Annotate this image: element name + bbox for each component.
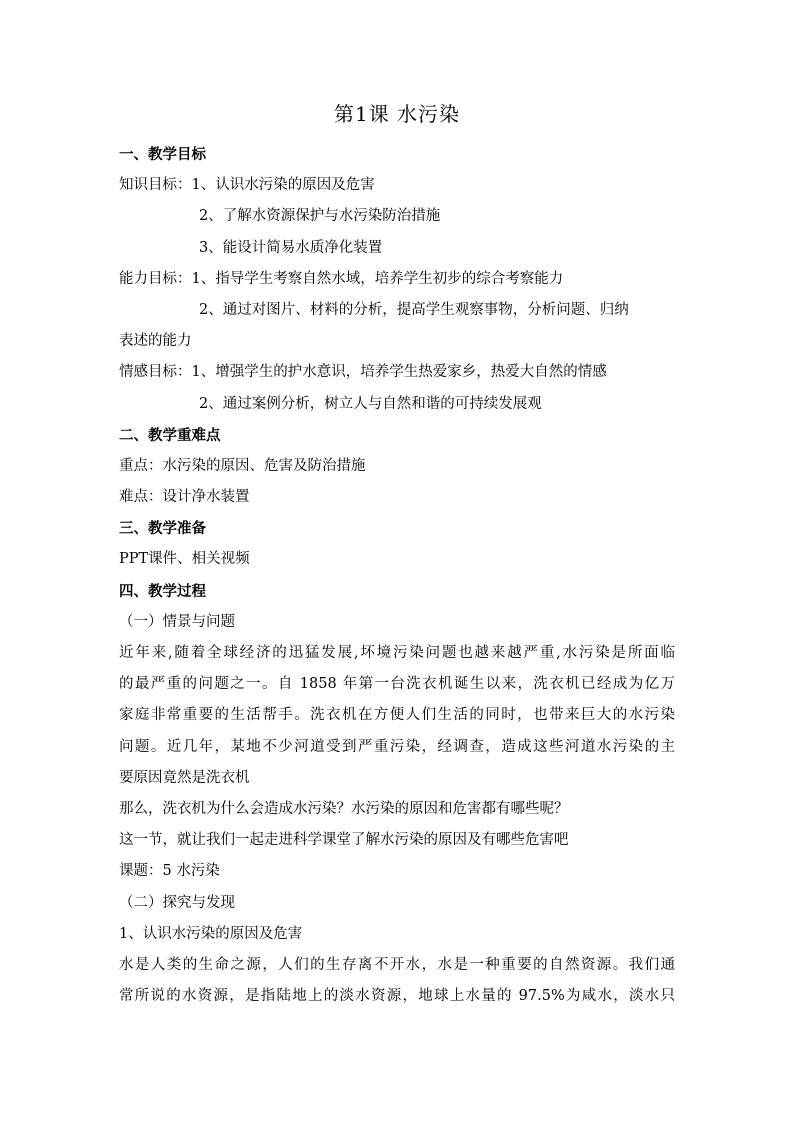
ability-goal-2-cont: 表述的能力 (119, 333, 192, 350)
intro-line: 这一节，就让我们一起走进科学课堂了解水污染的原因及有哪些危害吧 (119, 832, 569, 849)
paragraph-line: 问题。近几年，某地不少河道受到严重污染，经调查，造成这些河道水污染的主 (119, 738, 675, 755)
paragraph-line: 家庭非常重要的生活帮手。洗衣机在方便人们生活的同时，也带来巨大的水污染 (119, 707, 675, 724)
knowledge-goal-3: 3、能设计简易水质净化装置 (199, 239, 383, 256)
document-body (119, 139, 675, 1012)
paragraph-line: 常所说的水资源，是指陆地上的淡水资源，地球上水量的 97.5%为咸水，淡水只 (119, 988, 675, 1005)
ability-goal-1: 能力目标：1、指导学生考察自然水域，培养学生初步的综合考察能力 (119, 270, 564, 287)
ability-goal-2: 2、通过对图片、材料的分析，提高学生观察事物，分析问题、归纳 (199, 301, 629, 318)
paragraph-line: 要原因竟然是洗衣机 (119, 769, 250, 786)
knowledge-goal-1: 知识目标：1、认识水污染的原因及危害 (119, 177, 375, 194)
paragraph-line: 水是人类的生命之源，人们的生存离不开水，水是一种重要的自然资源。我们通 (119, 956, 675, 973)
emotion-goal-1: 情感目标：1、增强学生的护水意识，培养学生热爱家乡，热爱大自然的情感 (119, 364, 607, 381)
question-line: 那么，洗衣机为什么会造成水污染？水污染的原因和危害都有哪些呢？ (119, 800, 569, 817)
section-heading-process: 四、教学过程 (119, 582, 206, 600)
section-heading-objectives: 一、教学目标 (119, 146, 206, 163)
paragraph-line: 的最严重的问题之一。自 1858 年第一台洗衣机诞生以来，洗衣机已经成为亿万 (119, 676, 675, 693)
paragraph-line: 近年来,随着全球经济的迅猛发展,坏境污染问题也越来越严重,水污染是所面临 (119, 645, 675, 661)
key-point: 重点：水污染的原因、危害及防治措施 (119, 457, 366, 474)
section-heading-preparation: 三、教学准备 (119, 520, 206, 538)
subsection-explore: （二）探究与发现 (119, 894, 235, 911)
preparation-materials: PPT课件、相关视频 (119, 551, 250, 568)
section-heading-key-points: 二、教学重难点 (119, 426, 221, 444)
item-heading: 1、认识水污染的原因及危害 (119, 925, 303, 942)
difficult-point: 难点：设计净水装置 (119, 489, 250, 506)
lesson-title-line: 课题：5 水污染 (119, 863, 220, 880)
subsection-scenario: （一）情景与问题 (119, 613, 235, 630)
page-title: 第1课 水污染 (333, 102, 461, 126)
emotion-goal-2: 2、通过案例分析，树立人与自然和谐的可持续发展观 (199, 395, 542, 412)
knowledge-goal-2: 2、了解水资源保护与水污染防治措施 (199, 208, 441, 225)
